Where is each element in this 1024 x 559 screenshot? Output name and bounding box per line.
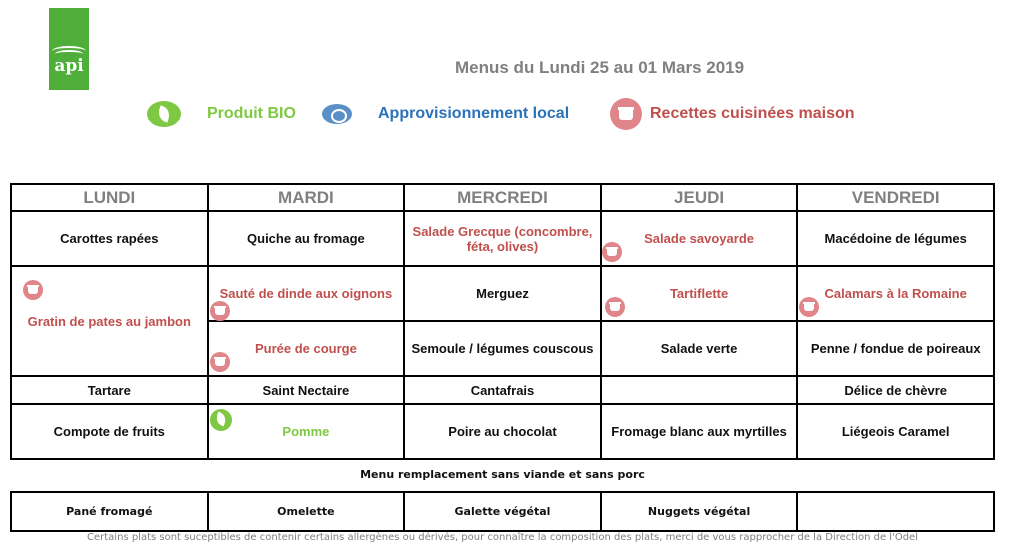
legend-bio-label: Produit BIO	[207, 105, 296, 122]
cooking-pot-icon	[610, 98, 642, 130]
replacement-vendredi	[797, 492, 994, 531]
day-header-vendredi: VENDREDI	[797, 184, 994, 211]
dessert-mardi-label: Pomme	[282, 424, 330, 439]
homemade-icon	[23, 280, 43, 300]
days-header-row	[11, 184, 994, 211]
plat-mercredi: Merguez	[404, 266, 601, 321]
accomp-mardi-label: Purée de courge	[254, 341, 357, 356]
homemade-icon	[799, 297, 819, 317]
day-header-lundi: LUNDI	[11, 184, 208, 211]
accomp-jeudi: Salade verte	[601, 321, 798, 376]
legend-local-label: Approvisionnement local	[378, 105, 570, 122]
desserts-row	[11, 404, 994, 459]
day-header-jeudi: JEUDI	[601, 184, 798, 211]
replacement-mardi: Omelette	[208, 492, 405, 531]
plat-vendredi-label: Calamars à la Romaine	[824, 286, 967, 301]
allergen-footer-note: Certains plats sont suceptibles de contenir certains allergènes ou dérivés, pour connaître la composition des plats, merci de vous rapprocher de la Direction de l'Odel	[87, 532, 918, 543]
fromage-jeudi	[601, 376, 798, 404]
dessert-vendredi: Liégeois Caramel	[797, 404, 994, 459]
accomp-vendredi: Penne / fondue de poireaux	[797, 321, 994, 376]
entree-lundi: Carottes rapées	[11, 211, 208, 266]
plat-jeudi	[601, 266, 798, 321]
accomp-mercredi: Semoule / légumes couscous	[404, 321, 601, 376]
dessert-mercredi: Poire au chocolat	[404, 404, 601, 459]
replacement-menu-table	[10, 491, 995, 532]
plat-jeudi-label: Tartiflette	[669, 286, 729, 301]
replacement-row	[11, 492, 994, 531]
leaf-icon	[147, 101, 181, 127]
plat-lundi-label: Gratin de pates au jambon	[27, 313, 191, 329]
legend-homemade	[610, 100, 855, 128]
homemade-icon	[605, 297, 625, 317]
weekly-menu-table	[10, 183, 995, 460]
accomp-mardi	[208, 321, 405, 376]
plat-vendredi	[797, 266, 994, 321]
plats-row	[11, 266, 994, 321]
dessert-mardi	[208, 404, 405, 459]
entree-jeudi	[601, 211, 798, 266]
replacement-menu-title: Menu remplacement sans viande et sans porc	[360, 468, 645, 481]
dessert-jeudi: Fromage blanc aux myrtilles	[601, 404, 798, 459]
api-logo	[49, 8, 89, 90]
legend-homemade-label: Recettes cuisinées maison	[650, 105, 855, 122]
plat-mardi	[208, 266, 405, 321]
fromage-vendredi: Délice de chèvre	[797, 376, 994, 404]
logo-text: api	[54, 56, 84, 76]
plat-lundi	[11, 266, 208, 376]
replacement-mercredi: Galette végétal	[404, 492, 601, 531]
entree-jeudi-label: Salade savoyarde	[644, 231, 754, 246]
leaf-icon	[210, 409, 232, 431]
fromage-mardi: Saint Nectaire	[208, 376, 405, 404]
plat-mardi-label: Sauté de dinde aux oignons	[219, 286, 393, 301]
homemade-icon	[210, 301, 230, 321]
page-title: Menus du Lundi 25 au 01 Mars 2019	[455, 58, 745, 77]
entree-mercredi: Salade Grecque (concombre, féta, olives)	[404, 211, 601, 266]
fromage-lundi: Tartare	[11, 376, 208, 404]
legend-bio	[147, 100, 296, 128]
homemade-icon	[210, 352, 230, 372]
dessert-lundi: Compote de fruits	[11, 404, 208, 459]
legend-local	[322, 100, 569, 128]
day-header-mardi: MARDI	[208, 184, 405, 211]
day-header-mercredi: MERCREDI	[404, 184, 601, 211]
entrees-row	[11, 211, 994, 266]
fromage-mercredi: Cantafrais	[404, 376, 601, 404]
replacement-lundi: Pané fromagé	[11, 492, 208, 531]
entree-vendredi: Macédoine de légumes	[797, 211, 994, 266]
entree-mardi: Quiche au fromage	[208, 211, 405, 266]
local-supply-icon	[322, 104, 352, 124]
replacement-jeudi: Nuggets végétal	[601, 492, 798, 531]
fromages-row	[11, 376, 994, 404]
homemade-icon	[602, 242, 622, 262]
